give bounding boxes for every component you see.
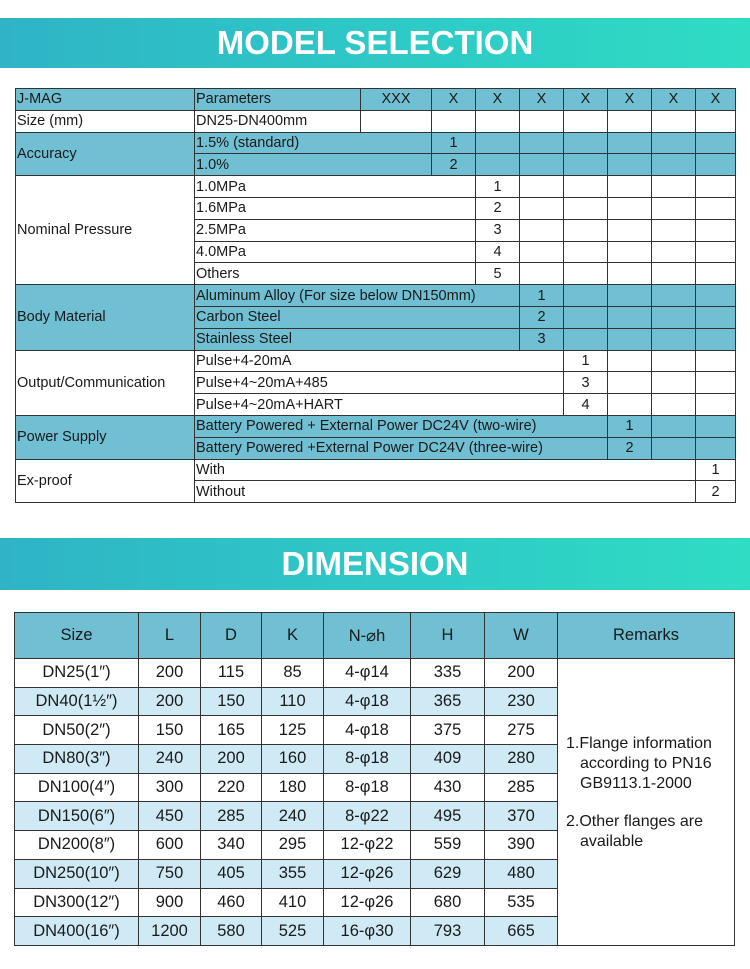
remark-2	[566, 812, 734, 852]
dimension-header-cell: L	[139, 613, 201, 659]
accuracy-option: 1.0%	[195, 154, 432, 176]
model-selection-banner: MODEL SELECTION	[0, 18, 750, 68]
empty-cell	[564, 110, 608, 132]
empty-cell	[696, 176, 736, 198]
empty-cell	[564, 241, 608, 263]
empty-cell	[652, 154, 696, 176]
empty-cell	[608, 328, 652, 350]
pressure-option: 4.0MPa	[195, 241, 476, 263]
pressure-row	[16, 176, 736, 198]
dimension-row	[15, 659, 735, 688]
empty-cell	[476, 132, 520, 154]
empty-cell	[652, 350, 696, 372]
dimension-cell: 409	[411, 745, 485, 774]
empty-cell	[608, 306, 652, 328]
empty-cell	[564, 263, 608, 285]
dimension-cell: 240	[139, 745, 201, 774]
remark-1-line-2: according to PN16	[580, 754, 712, 772]
empty-cell	[608, 176, 652, 198]
pressure-code: 3	[476, 219, 520, 241]
dimension-cell: 600	[139, 831, 201, 860]
pressure-code: 4	[476, 241, 520, 263]
dimension-cell: 495	[411, 802, 485, 831]
dimension-cell: 12-φ22	[324, 831, 411, 860]
output-code: 4	[564, 394, 608, 416]
empty-cell	[564, 154, 608, 176]
header-cell: X	[652, 89, 696, 111]
output-code: 1	[564, 350, 608, 372]
empty-cell	[564, 328, 608, 350]
exproof-option: With	[195, 459, 696, 481]
dimension-cell: 450	[139, 802, 201, 831]
body-code: 3	[520, 328, 564, 350]
dimension-cell: 285	[485, 773, 558, 802]
dimension-cell: DN80(3″)	[15, 745, 139, 774]
remarks-cell	[558, 659, 735, 946]
empty-cell	[696, 372, 736, 394]
pressure-code: 2	[476, 197, 520, 219]
dimension-cell: 12-φ26	[324, 859, 411, 888]
empty-cell	[652, 176, 696, 198]
output-label: Output/Communication	[16, 350, 195, 415]
exproof-label: Ex-proof	[16, 459, 195, 503]
dimension-cell: 150	[201, 687, 262, 716]
dimension-cell: 430	[411, 773, 485, 802]
empty-cell	[696, 394, 736, 416]
empty-cell	[696, 197, 736, 219]
accuracy-option: 1.5% (standard)	[195, 132, 432, 154]
remark-1-line-1: 1.Flange information	[566, 734, 712, 752]
dimension-cell: 390	[485, 831, 558, 860]
dimension-header-cell: Remarks	[558, 613, 735, 659]
dimension-cell: 405	[201, 859, 262, 888]
dimension-cell: 165	[201, 716, 262, 745]
empty-cell	[608, 110, 652, 132]
empty-cell	[696, 110, 736, 132]
empty-cell	[696, 328, 736, 350]
empty-cell	[608, 197, 652, 219]
empty-cell	[652, 197, 696, 219]
dimension-cell: 280	[485, 745, 558, 774]
dimension-cell: 300	[139, 773, 201, 802]
output-option: Pulse+4~20mA+HART	[195, 394, 564, 416]
empty-cell	[652, 110, 696, 132]
empty-cell	[432, 110, 476, 132]
dimension-cell: 8-φ22	[324, 802, 411, 831]
body-option: Stainless Steel	[195, 328, 520, 350]
header-cell: X	[520, 89, 564, 111]
dimension-cell: 115	[201, 659, 262, 688]
empty-cell	[608, 263, 652, 285]
empty-cell	[520, 132, 564, 154]
dimension-cell: 580	[201, 917, 262, 946]
dimension-cell: 410	[262, 888, 324, 917]
empty-cell	[520, 263, 564, 285]
dimension-cell: 200	[201, 745, 262, 774]
empty-cell	[520, 154, 564, 176]
body-option: Aluminum Alloy (For size below DN150mm)	[195, 285, 520, 307]
dimension-cell: 370	[485, 802, 558, 831]
dimension-cell: 285	[201, 802, 262, 831]
output-row	[16, 350, 736, 372]
dimension-cell: 230	[485, 687, 558, 716]
empty-cell	[361, 110, 432, 132]
header-cell: Parameters	[195, 89, 361, 111]
dimension-cell: 335	[411, 659, 485, 688]
empty-cell	[696, 437, 736, 459]
output-option: Pulse+4~20mA+485	[195, 372, 564, 394]
pressure-label: Nominal Pressure	[16, 176, 195, 285]
dimension-cell: 150	[139, 716, 201, 745]
empty-cell	[652, 372, 696, 394]
size-row	[16, 110, 736, 132]
dimension-cell: 85	[262, 659, 324, 688]
pressure-option: Others	[195, 263, 476, 285]
dimension-cell: 200	[485, 659, 558, 688]
dimension-cell: 8-φ18	[324, 773, 411, 802]
dimension-cell: 180	[262, 773, 324, 802]
model-selection-table	[15, 88, 736, 503]
pressure-code: 1	[476, 176, 520, 198]
body-row	[16, 285, 736, 307]
empty-cell	[564, 285, 608, 307]
exproof-code: 2	[696, 481, 736, 503]
output-option: Pulse+4-20mA	[195, 350, 564, 372]
dimension-cell: 355	[262, 859, 324, 888]
empty-cell	[608, 219, 652, 241]
exproof-row	[16, 459, 736, 481]
header-cell: J-MAG	[16, 89, 195, 111]
dimension-cell: 525	[262, 917, 324, 946]
empty-cell	[564, 219, 608, 241]
exproof-option: Without	[195, 481, 696, 503]
size-value: DN25-DN400mm	[195, 110, 361, 132]
dimension-header-cell: Size	[15, 613, 139, 659]
dimension-header-cell: W	[485, 613, 558, 659]
dimension-cell: 365	[411, 687, 485, 716]
empty-cell	[608, 394, 652, 416]
empty-cell	[652, 306, 696, 328]
empty-cell	[696, 306, 736, 328]
header-cell: X	[432, 89, 476, 111]
dimension-header-cell: D	[201, 613, 262, 659]
dimension-cell: 535	[485, 888, 558, 917]
header-cell: X	[476, 89, 520, 111]
dimension-cell: 793	[411, 917, 485, 946]
header-cell: X	[564, 89, 608, 111]
dimension-cell: 220	[201, 773, 262, 802]
empty-cell	[652, 328, 696, 350]
dimension-cell: DN100(4″)	[15, 773, 139, 802]
dimension-cell: DN250(10″)	[15, 859, 139, 888]
empty-cell	[608, 132, 652, 154]
dimension-cell: 4-φ18	[324, 687, 411, 716]
empty-cell	[476, 154, 520, 176]
size-label: Size (mm)	[16, 110, 195, 132]
dimension-cell: 275	[485, 716, 558, 745]
empty-cell	[652, 263, 696, 285]
dimension-cell: DN400(16″)	[15, 917, 139, 946]
dimension-cell: 460	[201, 888, 262, 917]
header-cell: X	[608, 89, 652, 111]
body-code: 2	[520, 306, 564, 328]
pressure-option: 2.5MPa	[195, 219, 476, 241]
empty-cell	[652, 219, 696, 241]
dimension-cell: 4-φ14	[324, 659, 411, 688]
empty-cell	[520, 176, 564, 198]
empty-cell	[652, 241, 696, 263]
dimension-banner: DIMENSION	[0, 538, 750, 590]
empty-cell	[696, 219, 736, 241]
empty-cell	[520, 197, 564, 219]
empty-cell	[564, 176, 608, 198]
accuracy-code: 1	[432, 132, 476, 154]
empty-cell	[520, 110, 564, 132]
empty-cell	[520, 219, 564, 241]
empty-cell	[652, 132, 696, 154]
dimension-cell: 340	[201, 831, 262, 860]
header-cell: X	[696, 89, 736, 111]
power-code: 1	[608, 415, 652, 437]
empty-cell	[608, 372, 652, 394]
dimension-cell: 200	[139, 659, 201, 688]
dimension-cell: 559	[411, 831, 485, 860]
dimension-cell: 4-φ18	[324, 716, 411, 745]
dimension-cell: DN50(2″)	[15, 716, 139, 745]
dimension-header-cell: H	[411, 613, 485, 659]
remark-2-line-2: available	[580, 832, 644, 850]
empty-cell	[564, 132, 608, 154]
dimension-cell: DN25(1″)	[15, 659, 139, 688]
selection-header-row	[16, 89, 736, 111]
empty-cell	[696, 415, 736, 437]
empty-cell	[696, 285, 736, 307]
body-option: Carbon Steel	[195, 306, 520, 328]
dimension-cell: 12-φ26	[324, 888, 411, 917]
dimension-cell: DN40(1½″)	[15, 687, 139, 716]
pressure-option: 1.6MPa	[195, 197, 476, 219]
dimension-table	[14, 612, 735, 946]
pressure-option: 1.0MPa	[195, 176, 476, 198]
output-code: 3	[564, 372, 608, 394]
dimension-cell: 1200	[139, 917, 201, 946]
body-code: 1	[520, 285, 564, 307]
dimension-header-cell: K	[262, 613, 324, 659]
dimension-cell: 295	[262, 831, 324, 860]
accuracy-label: Accuracy	[16, 132, 195, 176]
dimension-cell: 680	[411, 888, 485, 917]
dimension-cell: 16-φ30	[324, 917, 411, 946]
empty-cell	[652, 415, 696, 437]
remark-1-line-3: GB9113.1-2000	[580, 774, 692, 792]
dimension-cell: 160	[262, 745, 324, 774]
dimension-cell: 750	[139, 859, 201, 888]
dimension-cell: DN150(6″)	[15, 802, 139, 831]
empty-cell	[608, 350, 652, 372]
power-code: 2	[608, 437, 652, 459]
empty-cell	[652, 285, 696, 307]
empty-cell	[696, 350, 736, 372]
power-option: Battery Powered + External Power DC24V (two-wire)	[195, 415, 608, 437]
dimension-cell: 480	[485, 859, 558, 888]
empty-cell	[564, 197, 608, 219]
empty-cell	[652, 394, 696, 416]
dimension-cell: 125	[262, 716, 324, 745]
empty-cell	[696, 154, 736, 176]
accuracy-row	[16, 132, 736, 154]
dimension-cell: 629	[411, 859, 485, 888]
power-label: Power Supply	[16, 415, 195, 459]
empty-cell	[608, 154, 652, 176]
dimension-header-cell: N-⌀h	[324, 613, 411, 659]
empty-cell	[652, 437, 696, 459]
dimension-cell: 900	[139, 888, 201, 917]
dimension-cell: 200	[139, 687, 201, 716]
power-option: Battery Powered +External Power DC24V (three-wire)	[195, 437, 608, 459]
empty-cell	[696, 132, 736, 154]
empty-cell	[608, 241, 652, 263]
dimension-cell: DN300(12″)	[15, 888, 139, 917]
exproof-code: 1	[696, 459, 736, 481]
dimension-cell: 8-φ18	[324, 745, 411, 774]
empty-cell	[608, 285, 652, 307]
empty-cell	[564, 306, 608, 328]
dimension-cell: 110	[262, 687, 324, 716]
dimension-cell: 375	[411, 716, 485, 745]
empty-cell	[476, 110, 520, 132]
header-cell: XXX	[361, 89, 432, 111]
empty-cell	[696, 263, 736, 285]
accuracy-code: 2	[432, 154, 476, 176]
empty-cell	[696, 241, 736, 263]
empty-cell	[520, 241, 564, 263]
body-label: Body Material	[16, 285, 195, 350]
remark-2-line-1: 2.Other flanges are	[566, 812, 703, 830]
power-row	[16, 415, 736, 437]
dimension-cell: DN200(8″)	[15, 831, 139, 860]
pressure-code: 5	[476, 263, 520, 285]
dimension-cell: 665	[485, 917, 558, 946]
dimension-cell: 240	[262, 802, 324, 831]
remark-1	[566, 734, 734, 794]
